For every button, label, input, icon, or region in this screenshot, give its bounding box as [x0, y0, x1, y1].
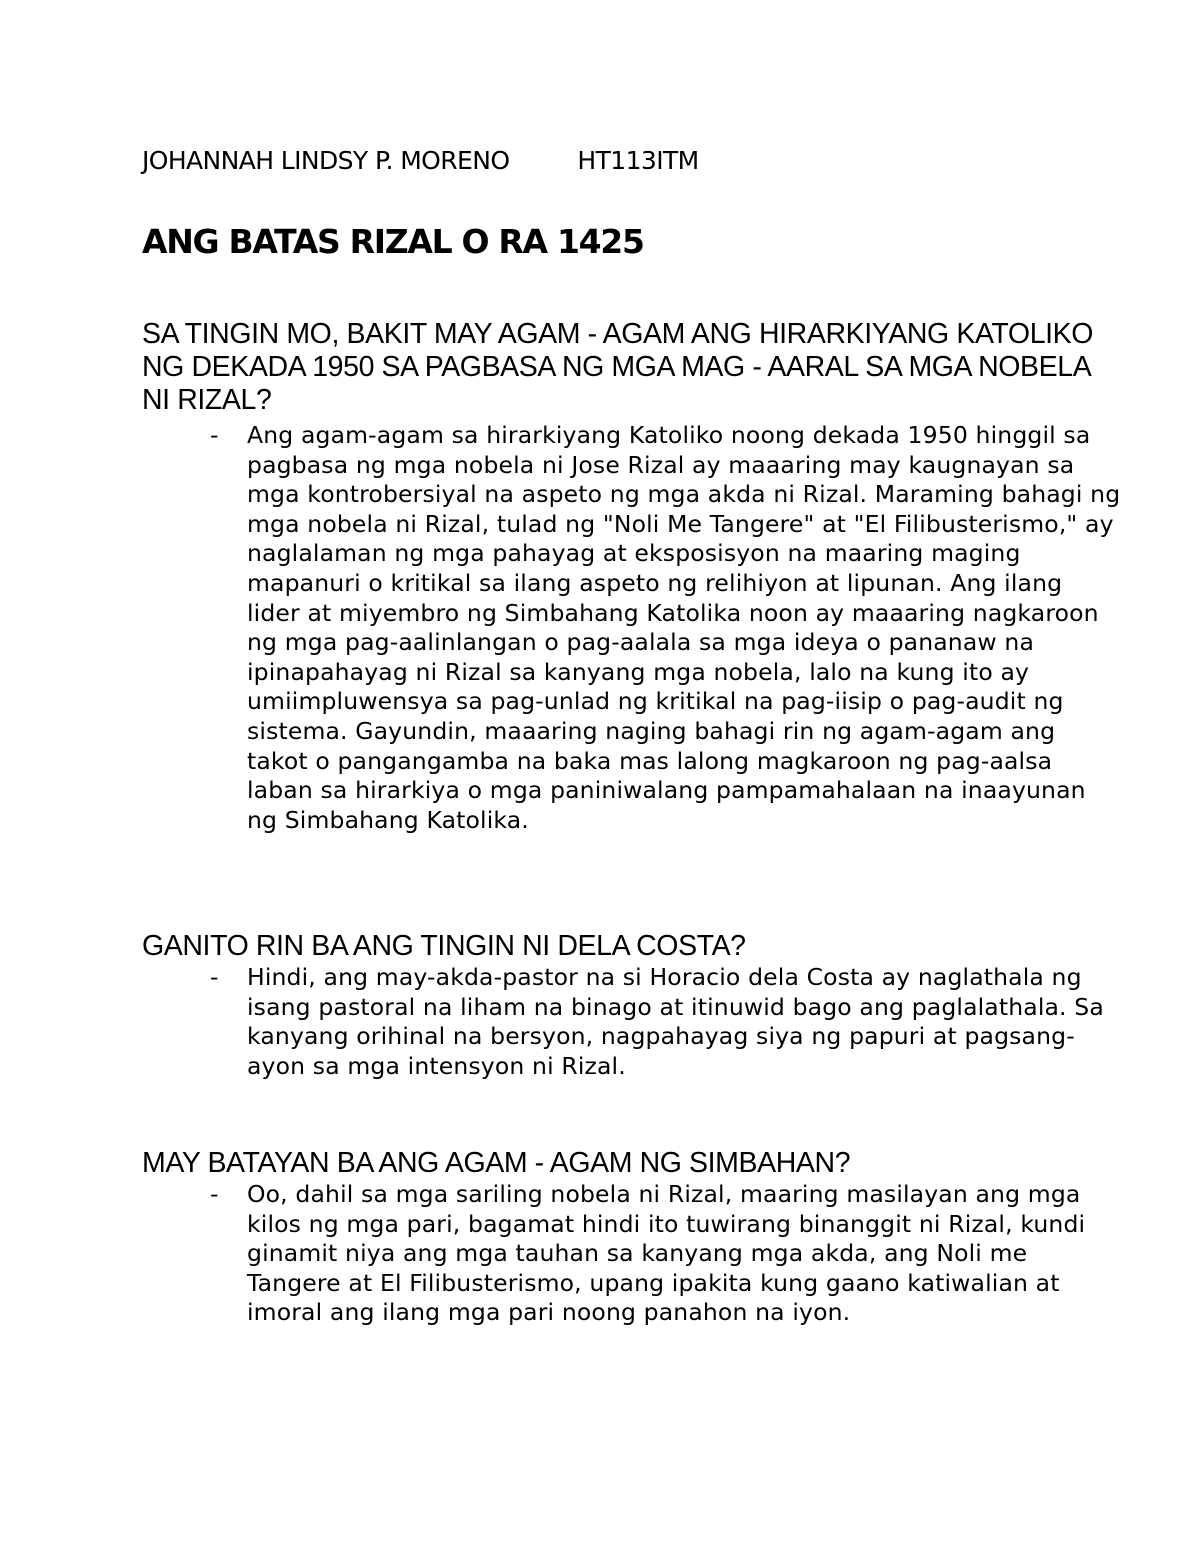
question-2: GANITO RIN BA ANG TINGIN NI DELA COSTA?: [142, 930, 746, 962]
answer-list-3: [142, 1180, 1122, 1328]
document-title: ANG BATAS RIZAL O RA 1425: [142, 222, 644, 261]
course-code: HT113ITM: [577, 146, 699, 175]
answer-1-text: Ang agam-agam sa hirarkiyang Katoliko noong dekada 1950 hinggil sa pagbasa ng mga nobela ni Jose Rizal ay maaaring may kaugnayan sa mga kontrobersiyal na aspeto ng mga akda ni Rizal. Maraming bahagi ng mga nobela ni Rizal, tulad ng "Noli Me Tangere" at "El Filibusterismo," ay naglalaman ng mga pahayag at eksposisyon na maaring maging mapanuri o kritikal sa ilang aspeto ng relihiyon at lipunan. Ang ilang lider at miyembro ng Simbahang Katolika noon ay maaaring nagkaroon ng mga pag-aalinlangan o pag-aalala sa mga ideya o pananaw na ipinapahayag ni Rizal sa kanyang mga nobela, lalo na kung ito ay umiimpluwensya sa pag-unlad ng kritikal na pag-iisip o pag-audit ng sistema. Gayundin, maaaring naging bahagi rin ng agam-agam ang takot o pangangamba na baka mas lalong magkaroon ng pag-aalsa laban sa hirarkiya o mga paniniwalang pampamahalaan na inaayunan ng Simbahang Katolika.: [247, 421, 1121, 834]
answer-list-2: [142, 963, 1122, 1081]
author-name: JOHANNAH LINDSY P. MORENO: [142, 146, 510, 175]
bullet-dash: -: [210, 1180, 219, 1208]
answer-2: [142, 963, 1122, 1081]
author-line: [142, 146, 699, 175]
question-1: SA TINGIN MO, BAKIT MAY AGAM - AGAM ANG HIRARKIYANG KATOLIKO NG DEKADA 1950 SA PAGBASA NG MGA MAG - AARAL SA MGA NOBELA NI RIZAL?: [142, 318, 1094, 416]
bullet-dash: -: [210, 421, 219, 449]
answer-3: [142, 1180, 1122, 1328]
bullet-dash: -: [210, 963, 219, 991]
answer-1: [142, 421, 1122, 835]
answer-list-1: [142, 421, 1122, 835]
answer-3-text: Oo, dahil sa mga sariling nobela ni Rizal, maaring masilayan ang mga kilos ng mga pari, bagamat hindi ito tuwirang binanggit ni Rizal, kundi ginamit niya ang mga tauhan sa kanyang mga akda, ang Noli me Tangere at El Filibusterismo, upang ipakita kung gaano katiwalian at imoral ang ilang mga pari noong panahon na iyon.: [247, 1180, 1086, 1327]
answer-2-text: Hindi, ang may-akda-pastor na si Horacio dela Costa ay naglathala ng isang pastoral na liham na binago at itinuwid bago ang paglalathala. Sa kanyang orihinal na bersyon, nagpahayag siya ng papuri at pagsang-ayon sa mga intensyon ni Rizal.: [247, 963, 1104, 1080]
question-3: MAY BATAYAN BA ANG AGAM - AGAM NG SIMBAHAN?: [142, 1147, 851, 1179]
